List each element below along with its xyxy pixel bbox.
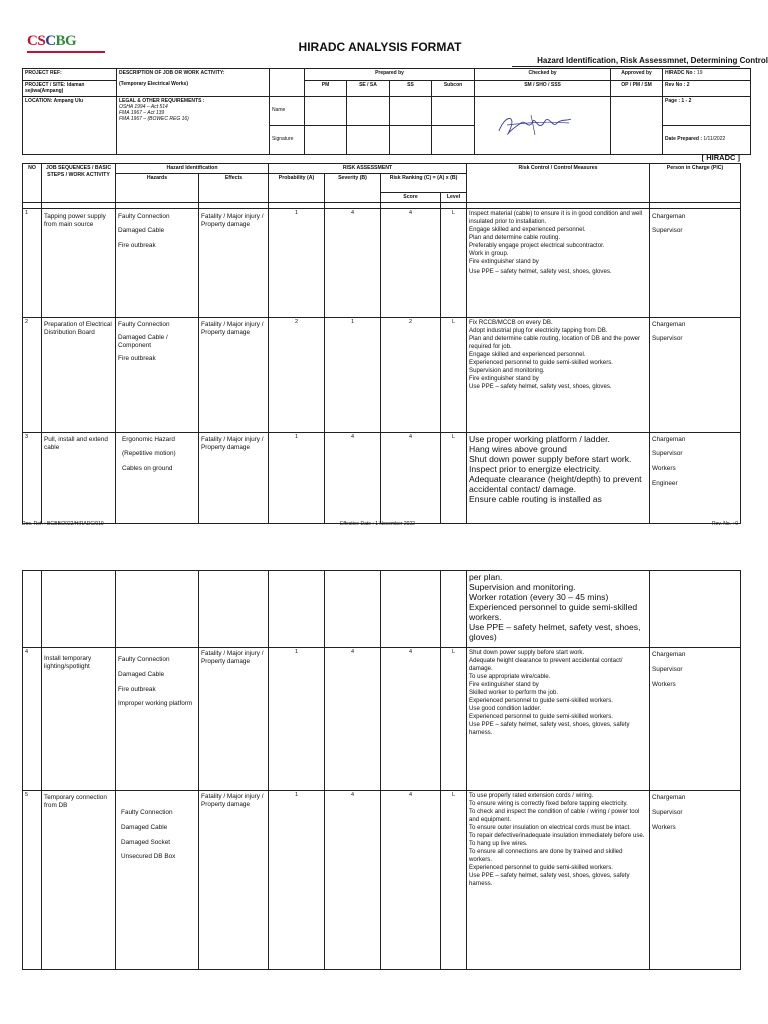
row-effects: Fatality / Major injury / Property damage (199, 208, 269, 317)
row-probability: 1 (269, 208, 325, 317)
row-pic: Chargeman Supervisor Workers (650, 648, 741, 791)
row-hazards: Faulty Connection Damaged Cable Fire outbreak Improper working platform (116, 648, 199, 791)
row-job: Tapping power supply from main source (42, 208, 116, 317)
row-no: 2 (23, 317, 42, 432)
row-probability: 1 (269, 648, 325, 791)
job-description-label: DESCRIPTION OF JOB OR WORK ACTIVITY: (119, 70, 225, 76)
legal-item: FMA 1967 – Act 139 (119, 110, 165, 116)
pm-label: PM (305, 81, 347, 97)
row-job: Preparation of Electrical Distribution Board (42, 317, 116, 432)
table-row (23, 432, 741, 523)
row-controls: Inspect material (cable) to ensure it is in good condition and well insulated prior to installation. Engage skilled and experienced personnel. Plan and determine cable routing. Preferably engage project electrical subcontractor. Work in group. Fire extinguisher stand by Use PPE – safety helmet, safety vest, shoes, gloves. (467, 208, 650, 317)
rev-no-footer: Rev. No. : 0 (711, 521, 738, 527)
page-number: Page : 1 - 2 (663, 96, 751, 125)
row-score: 4 (381, 208, 441, 317)
row-hazards: Faulty Connection Damaged Cable Fire outbreak (116, 208, 199, 317)
col-hazards: Hazards (116, 174, 199, 203)
table-row (23, 317, 741, 432)
row-severity: 4 (325, 208, 381, 317)
row-controls: To use properly rated extension cords / wiring. To ensure wiring is correctly fixed before tapping electricity. To check and inspect the condition of cable / wiring / power tool and equipment. To ensure outer insulation on electrical cords must be intact. To repair defective/inadequate insulation immediately before use. To hang up live wires. To ensure all connections are done by trained and skilled workers. Experienced personnel to guide semi-skilled workers. Use PPE – safety helmet, safety vest, shoes, gloves, safety harness. (467, 791, 650, 970)
col-score: Score (381, 193, 441, 203)
legal-label: LEGAL & OTHER REQUIREMENTS : (119, 97, 205, 104)
row-severity: 4 (325, 648, 381, 791)
row-pic: Chargeman Supervisor (650, 208, 741, 317)
row-severity: 4 (325, 432, 381, 523)
approved-sub-label: OP / PM / SM (611, 81, 663, 97)
page-title: HIRADC ANALYSIS FORMAT (298, 40, 462, 54)
subtitle-rule (512, 66, 740, 67)
project-ref: PROJECT REF: (23, 69, 117, 81)
row-no: 3 (23, 432, 42, 523)
table-row (23, 791, 741, 970)
col-pic: Person in Charge (PIC) (650, 164, 741, 203)
job-description-cell (117, 69, 270, 97)
table-row-continuation (23, 571, 741, 648)
col-effects: Effects (199, 174, 269, 203)
col-no: NO (23, 164, 42, 203)
row-severity: 4 (325, 791, 381, 970)
row-effects: Fatality / Major injury / Property damage (199, 648, 269, 791)
row-no: 5 (23, 791, 42, 970)
row-controls: Fix RCCB/MCCB on every DB. Adopt industrial plug for electricity tapping from DB. Plan and determine cable routing, location of DB and the power required for job. Engage skilled and experienced personnel. Experienced personnel to guide semi-skilled workers. Supervision and monitoring. Fire extinguisher stand by Use PPE – safety helmet, safety vest, shoes, gloves. (467, 317, 650, 432)
row-severity: 1 (325, 317, 381, 432)
effective-date: Effective Date : 1 November 2022 (340, 521, 415, 527)
row-no: 1 (23, 208, 42, 317)
row-level: L (441, 648, 467, 791)
col-hazard-id: Hazard Identification (116, 164, 269, 174)
row-job: Pull, install and extend cable (42, 432, 116, 523)
table-row (23, 208, 741, 317)
row-probability: 2 (269, 317, 325, 432)
row-level: L (441, 208, 467, 317)
row-score: 4 (381, 791, 441, 970)
rev-no: Rev No : 2 (663, 81, 751, 97)
row-level: L (441, 317, 467, 432)
row-controls: per plan. Supervision and monitoring. Worker rotation (every 30 – 45 mins) Experienced personnel to guide semi-skilled workers. Use PPE – safety helmet, safety vest, shoes, gloves) (467, 571, 650, 648)
ss-label: SS (390, 81, 432, 97)
row-score: 2 (381, 317, 441, 432)
doc-ref: Doc. Ref. : BGBB/2022/HIRADC/019 (22, 521, 104, 527)
hiradc-tag: [ HIRADC ] (701, 153, 740, 162)
row-pic: Chargeman Supervisor (650, 317, 741, 432)
company-logo: CSCBG (27, 33, 77, 49)
signature-mark (495, 111, 575, 139)
checked-by-label: Checked by (475, 69, 611, 81)
legal-item: OSHA 1994 – Act 514 (119, 103, 168, 110)
approved-by-label: Approved by (611, 69, 663, 81)
checker-signature (475, 96, 611, 154)
row-pic: Chargeman Supervisor Workers Engineer (650, 432, 741, 523)
legal-requirements-cell (117, 96, 270, 154)
legal-item: FMA 1967 – (BOWEC REG 16) (119, 116, 189, 123)
row-no: 4 (23, 648, 42, 791)
col-control: Risk Control / Control Measures (467, 164, 650, 203)
row-pic: Chargeman Supervisor Workers (650, 791, 741, 970)
col-risk-ranking: Risk Ranking (C) = (A) x (B) (381, 174, 467, 193)
row-effects: Fatality / Major injury / Property damage (199, 791, 269, 970)
row-hazards: Ergonomic Hazard (Repetitive motion) Cables on ground (116, 432, 199, 523)
row-job: Temporary connection from DB (42, 791, 116, 970)
date-prepared: Date Prepared : 1/11/2022 (663, 125, 751, 154)
col-risk-assessment: RISK ASSESSMENT (269, 164, 467, 174)
table-row (23, 648, 741, 791)
row-effects: Fatality / Major injury / Property damage (199, 432, 269, 523)
name-label: Name (270, 96, 305, 125)
row-probability: 1 (269, 432, 325, 523)
se-sa-label: SE / SA (347, 81, 390, 97)
prepared-by-label: Prepared by (305, 69, 475, 81)
row-hazards: Faulty Connection Damaged Cable / Component Fire outbreak (116, 317, 199, 432)
risk-table-page1 (22, 163, 741, 524)
row-effects: Fatality / Major injury / Property damage (199, 317, 269, 432)
col-probability: Probability (A) (269, 174, 325, 203)
header-table (22, 68, 751, 155)
row-job: Install temporary lighting/spotlight (42, 648, 116, 791)
col-job: JOB SEQUENCES / BASIC STEPS / WORK ACTIVITY (42, 164, 116, 203)
location: LOCATION: Ampang Ulu (23, 96, 117, 154)
project-site: PROJECT / SITE: Idaman sejiwa(Ampang) (23, 81, 117, 97)
risk-table-page2 (22, 570, 741, 970)
row-level: L (441, 791, 467, 970)
subcon-label: Subcon (432, 81, 475, 97)
row-score: 4 (381, 432, 441, 523)
job-description-value: (Temporary Electrical Works) (119, 81, 189, 88)
row-score: 4 (381, 648, 441, 791)
row-hazards: Faulty Connection Damaged Cable Damaged Socket Unsecured DB Box (116, 791, 199, 970)
row-controls: Use proper working platform / ladder. Hang wires above ground Shut down power supply before start work. Inspect prior to energize electricity. Adequate clearance (height/depth) to prevent accidental contact/ damage. Ensure cable routing is installed as (467, 432, 650, 523)
col-severity: Severity (B) (325, 174, 381, 203)
row-probability: 1 (269, 791, 325, 970)
row-controls: Shut down power supply before start work. Adequate height clearance to prevent accidental contact/ damage. To use appropriate wire/cable. Fire extinguisher stand by Skilled worker to perform the job. Experienced personnel to guide semi-skilled workers. Use good condition ladder. Experienced personnel to guide semi-skilled workers. Use PPE – safety helmet, safety vest, shoes, gloves, safety harness. (467, 648, 650, 791)
page-subtitle: Hazard Identification, Risk Assessmnet, Determining Control (537, 56, 768, 65)
checked-sub-label: SM / SHO / SSS (475, 81, 611, 97)
col-level: Level (441, 193, 467, 203)
row-level: L (441, 432, 467, 523)
hiradc-no: HIRADC No : 19 (663, 69, 751, 81)
signature-label: Signature (270, 125, 305, 154)
